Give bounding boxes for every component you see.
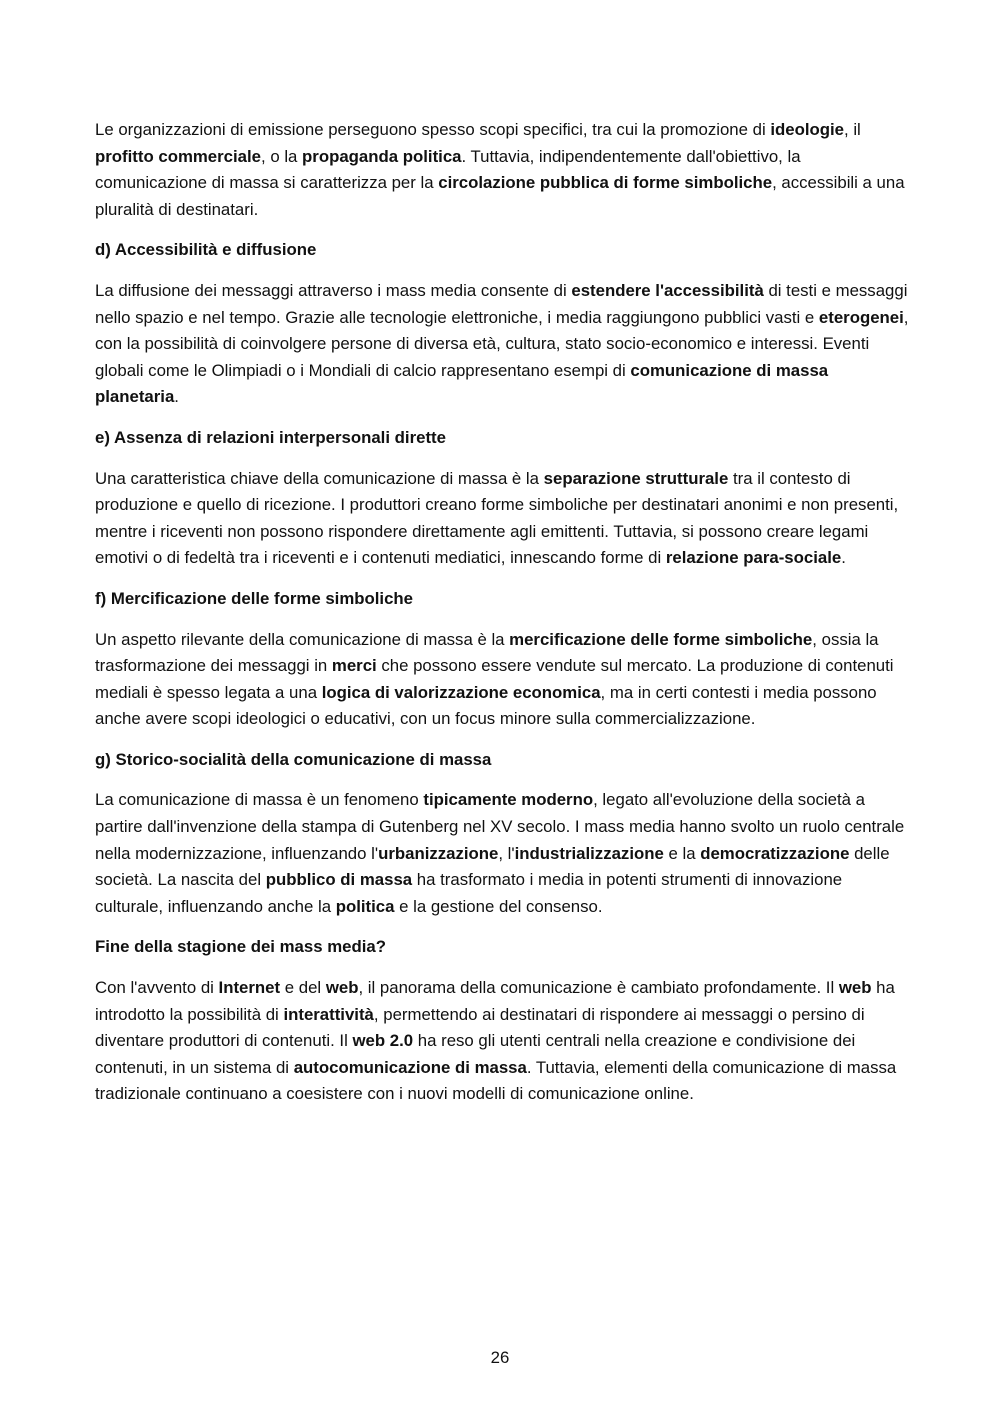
bold-text: industrializzazione (514, 843, 664, 863)
text-run: . (841, 548, 846, 568)
text-run: La diffusione dei messaggi attraverso i mass media consente di (95, 280, 572, 300)
section-heading: Fine della stagione dei mass media? (95, 937, 386, 957)
bold-text: merci (331, 656, 377, 676)
text-run: ha reso gli utenti centrali nella creazione e condivisione dei contenuti, in un sistema di (95, 1031, 856, 1077)
text-run: , o la (261, 146, 303, 166)
text-run: Le organizzazioni di emissione perseguono spesso scopi specifici, tra cui la promozione di (95, 120, 771, 139)
bold-text: web 2.0 (352, 1031, 414, 1051)
text-run: Una caratteristica chiave della comunicazione di massa è la (95, 468, 544, 488)
text-run: e la gestione del consenso. (394, 896, 603, 916)
bold-text: interattività (283, 1004, 374, 1024)
bold-text: comunicazione di massa planetaria (95, 360, 829, 407)
text-run: Un aspetto rilevante della comunicazione di massa è la (95, 629, 510, 649)
text-run: , ma in certi contesti i media possono anche avere scopi ideologici o educativi, con un focus minore sulla commercializzazione. (95, 682, 877, 729)
paragraph (95, 117, 910, 223)
text-run: , accessibili a una pluralità di destinatari. (95, 173, 905, 219)
bold-text: relazione para-sociale (665, 548, 842, 568)
text-run: e del (280, 978, 326, 998)
section-heading: d) Accessibilità e diffusione (95, 240, 317, 260)
document-body (95, 117, 910, 1122)
paragraph (95, 787, 910, 920)
text-run: delle società. La nascita del (95, 843, 890, 890)
bold-text: autocomunicazione di massa (293, 1057, 527, 1077)
bold-text: democratizzazione (700, 843, 850, 863)
section-heading: f) Mercificazione delle forme simboliche (95, 588, 413, 608)
text-run: , permettendo ai destinatari di rispondere ai messaggi o persino di diventare produttori di contenuti. Il (95, 1004, 865, 1051)
page-number: 26 (490, 1348, 510, 1367)
paragraph (95, 975, 910, 1108)
text-run: e la (663, 843, 701, 863)
text-run: di testi e messaggi nello spazio e nel tempo. Grazie alle tecnologie elettroniche, i media raggiungono pubblici vasti e (95, 280, 908, 327)
text-run: , ossia la trasformazione dei messaggi in (95, 629, 879, 676)
text-run: , il (844, 120, 861, 139)
text-run: che possono essere vendute sul mercato. La produzione di contenuti mediali è spesso legata a una (95, 656, 894, 702)
bold-text: propaganda politica (302, 146, 462, 166)
text-run: La comunicazione di massa è un fenomeno (95, 790, 424, 810)
text-run: Con l'avvento di (95, 978, 219, 998)
bold-text: ideologie (770, 120, 844, 139)
bold-text: tipicamente moderno (423, 790, 594, 810)
paragraph (95, 466, 910, 572)
bold-text: eterogenei (818, 307, 904, 327)
text-run: . (174, 387, 179, 407)
paragraph (95, 278, 910, 411)
bold-text: politica (335, 896, 395, 916)
bold-text: circolazione pubblica di forme simboliche (438, 173, 773, 193)
bold-text: mercificazione delle forme simboliche (509, 629, 813, 649)
bold-text: urbanizzazione (378, 843, 499, 863)
text-run: . Tuttavia, elementi della comunicazione di massa tradizionale continuano a coesistere con i nuovi modelli di comunicazione online. (95, 1057, 897, 1104)
text-run: ha trasformato i media in potenti strumenti di innovazione culturale, influenzando anche la (95, 870, 843, 916)
text-run: , legato all'evoluzione della società a partire dall'invenzione della stampa di Gutenberg nel XV secolo. I mass media hanno svolto un ruolo centrale nella modernizzazione, influenzando l' (95, 790, 905, 863)
bold-text: pubblico di massa (265, 870, 413, 890)
paragraph (95, 627, 910, 733)
bold-text: separazione strutturale (543, 468, 729, 488)
bold-text: profitto commerciale (95, 146, 261, 166)
section-heading: g) Storico-socialità della comunicazione di massa (95, 749, 492, 769)
bold-text: Internet (218, 978, 281, 998)
text-run: , il panorama della comunicazione è cambiato profondamente. Il (358, 978, 839, 998)
text-run: , con la possibilità di coinvolgere persone di diversa età, cultura, stato socio-economico e interessi. Eventi globali come le Olimpiadi o i Mondiali di calcio rappresentano esempi di (95, 307, 909, 380)
bold-text: logica di valorizzazione economica (321, 682, 601, 702)
text-run: , l' (498, 843, 515, 863)
text-run: . Tuttavia, indipendentemente dall'obiettivo, la comunicazione di massa si caratterizza per la (95, 146, 801, 193)
bold-text: web (838, 978, 872, 998)
section-heading: e) Assenza di relazioni interpersonali dirette (95, 427, 446, 447)
bold-text: web (325, 978, 359, 998)
bold-text: estendere l'accessibilità (571, 280, 764, 300)
text-run: tra il contesto di produzione e quello di ricezione. I produttori creano forme simboliche per destinatari anonimi e non presenti, mentre i riceventi non possono rispondere direttamente agli emittenti. Tuttavia, si possono creare legami emotivi o di fedeltà tra i riceventi e i contenuti mediatici, innescando forme di (95, 468, 899, 568)
text-run: ha introdotto la possibilità di (95, 978, 895, 1024)
